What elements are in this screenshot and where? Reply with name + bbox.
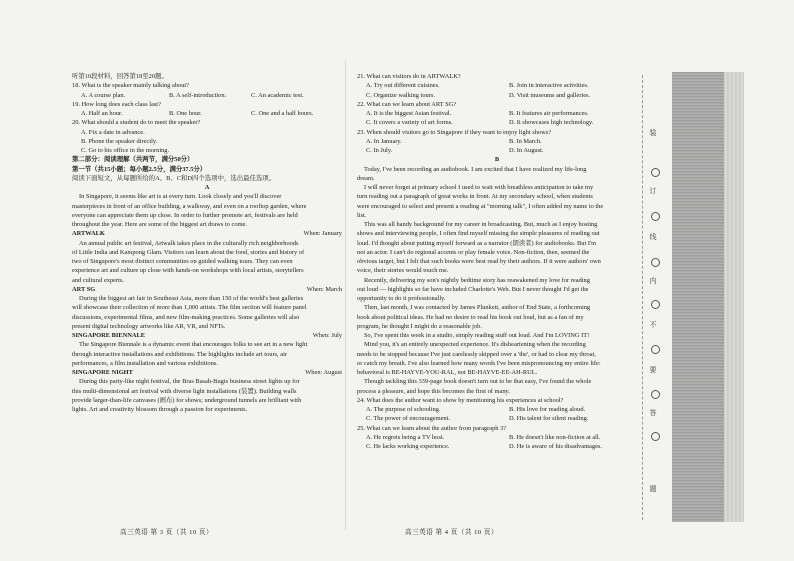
section1-instructions: 阅读下面短文，从每题所给的A、B、C和D四个选项中，选出最佳选项。 <box>72 174 276 182</box>
option-b: B. Phone the speaker directly. <box>81 137 158 145</box>
paragraph-line: were encouraged to select and present a reading at "morning talk", I often added my name to the <box>357 202 604 210</box>
left-page-footer: 高三英语 第 3 页（共 10 页） <box>120 529 214 536</box>
event-line: will showcase their collection of more than 1,000 artists. The film section will feature panel <box>72 304 307 312</box>
option-b: B. One hour. <box>169 110 202 117</box>
event-line: experience art and culture up close with hands-on workshops with local artists, storytellers <box>72 267 304 275</box>
question-22 <box>357 100 637 128</box>
option-c: C. In July. <box>366 147 393 154</box>
paragraph-line: book about political ideas. He had no desire to read his book out loud, but as a fan of my <box>357 313 584 321</box>
question-stem: 19. How long does each class last? <box>72 100 161 108</box>
passage-b <box>357 165 637 396</box>
binding-mark: 订 <box>649 187 657 195</box>
binding-mark: 题 <box>649 485 657 493</box>
paragraph-line: everyone can appreciate them up close. In order to further promote art, festivals are held <box>72 211 298 219</box>
right-page-footer: 高三英语 第 4 页（共 10 页） <box>405 529 499 536</box>
options-row <box>357 81 637 90</box>
event-line: An annual public art festival, Artwalk takes place in the culturally rich neighborhoods <box>79 239 299 247</box>
paragraph-line: dream. <box>357 174 375 182</box>
paragraph-line: Mind you, it's an entirely unexpected experience. It's disheartening when the recording <box>364 341 586 349</box>
options-row <box>357 137 637 146</box>
event-art-sg <box>72 285 342 331</box>
binding-hole <box>651 168 660 177</box>
binding-mark: 内 <box>649 277 657 285</box>
paragraph-line: list. <box>357 211 367 219</box>
question-stem: 21. What can visitors do in ARTWALK? <box>357 73 461 80</box>
binding-mark: 装 <box>649 129 657 137</box>
options-row <box>357 414 637 423</box>
paragraph-line: masterpieces in front of an office building, a walkway, and even on a rooftop garden, where <box>72 202 307 210</box>
option-d: D. Visit museums and galleries. <box>509 91 591 99</box>
paragraph-line: behavioral is BE-HAYVE-YOU-RAL, not BE-HAYVE-EE-AH-RUL. <box>357 369 538 376</box>
paragraph-line: Today, I've been recording an audiobook. I am excited that I have realized my life-long <box>364 165 587 173</box>
option-c: C. He lacks working experience. <box>366 443 450 450</box>
binding-hole <box>651 390 660 399</box>
scan-edge-margin <box>724 72 744 522</box>
option-c: C. An academic test. <box>251 91 304 99</box>
event-name: ARTWALK <box>72 230 105 238</box>
paragraph-line: or catch my breath. I've also learned how many words I've been mispronouncing my entire life: <box>357 359 601 367</box>
event-line: this multi-dimensional art festival with diverse light installations (装置). Building walls <box>72 387 297 395</box>
binding-mark: 答 <box>649 409 657 417</box>
event-artwalk <box>72 229 342 285</box>
event-when: When: July <box>312 332 342 339</box>
paragraph-line: voice, their stories would touch me. <box>357 267 449 275</box>
option-a: A. A course plan. <box>81 91 126 99</box>
left-page <box>72 72 342 414</box>
option-a: A. It is the biggest Asian festival. <box>366 110 452 117</box>
event-when: When: January <box>303 230 342 238</box>
option-d: D. In August. <box>509 147 544 154</box>
event-line: through interactive installations and exhibitions. The highlights include art tours, air <box>72 350 287 358</box>
page-fold <box>345 60 346 530</box>
option-b: B. A self-introduction. <box>169 91 227 99</box>
event-name: ART SG <box>72 285 96 293</box>
question-stem: 24. What does the author want to show by mentioning his experiences at school? <box>357 396 564 404</box>
event-line: of Little India and Kampong Glam. Visitors can learn about the food, stories and history of <box>72 248 305 256</box>
options-row <box>357 109 637 118</box>
event-line: discussions, experimental films, and new film-making practices. Some galleries will also <box>72 313 300 321</box>
binding-hole <box>651 212 660 221</box>
event-header <box>72 285 342 294</box>
binding-hole <box>651 258 660 267</box>
paragraph-line: shows and interviewing people, I often find myself missing the simple pleasures of reading out <box>357 230 600 238</box>
option-a: A. He regrets being a TV host. <box>366 433 445 441</box>
options-row <box>357 442 637 451</box>
question-stem: 18. What is the speaker mainly talking about? <box>72 82 190 90</box>
paragraph-line: Recently, delivering my son's nightly bedtime story has reawakened my love for reading <box>364 276 590 284</box>
question-stem: 22. What can we learn about ART SG? <box>357 100 457 108</box>
binding-hole <box>651 300 660 309</box>
part2-title: 第二部分：阅读理解（共两节，满分50分） <box>72 156 194 164</box>
option-c: C. Organize walking tours. <box>366 91 435 99</box>
option-c: C. The power of encouragement. <box>366 415 450 423</box>
option-d: D. He is aware of his disadvantages. <box>509 443 602 450</box>
event-when: When: August <box>305 369 342 376</box>
section1-title: 第一节（共15小题；每小题2.5分，满分37.5分） <box>72 165 207 173</box>
options-row <box>357 91 637 100</box>
question-stem: 23. When should visitors go to Singapore if they want to enjoy light shows? <box>357 128 552 136</box>
binding-mark: 要 <box>649 366 657 374</box>
question-stem: 25. What can we learn about the author from paragraph 3? <box>357 424 507 432</box>
option-b: B. His love for reading aloud. <box>509 406 586 413</box>
paragraph-line: Then, last month, I was contacted by James Plunkett, author of End State, a forthcoming <box>364 304 591 312</box>
paragraph-line: This was all handy background for my career in broadcasting. But, much as I enjoy hosting <box>364 221 598 228</box>
option-a: A. Try out different cuisines. <box>366 82 440 90</box>
options-row <box>357 146 637 155</box>
options-row <box>72 109 342 118</box>
binding-mark: 线 <box>649 233 657 241</box>
option-b: B. It features air performances. <box>509 110 589 117</box>
binding-hole <box>651 345 660 354</box>
question-18 <box>72 81 342 100</box>
binding-line <box>642 75 657 520</box>
question-25 <box>357 424 637 452</box>
event-line: and cultural experts. <box>72 276 124 284</box>
question-20 <box>72 118 342 155</box>
event-line: two of Singapore's most distinct communities on guided walking tours. They can even <box>72 258 293 265</box>
passage-a-intro <box>72 192 342 229</box>
option-a: A. Half an hour. <box>81 110 123 117</box>
paragraph-line: In Singapore, it seems like art is at every turn. Look closely and you'll discover <box>79 193 282 201</box>
event-line: lights. Art and creativity blossom through a passion for experiments. <box>72 406 248 413</box>
question-24 <box>357 396 637 424</box>
paragraph-line: throughout the year. Here are some of the biggest art draws to come. <box>72 221 247 228</box>
event-line: During the biggest art fair in Southeast Asia, more than 150 of the world's best galleries <box>79 295 304 302</box>
event-line: During this party-like night festival, the Bras Basah-Bugis business street lights up for <box>79 378 300 386</box>
event-line: performances, a film installation and various exhibitions. <box>72 359 218 367</box>
option-d: D. It showcases high technology. <box>509 119 594 127</box>
paragraph-line: loud. I'd thought about putting myself forward as a narrator (朗读者) for audiobooks. But I'm <box>357 239 597 247</box>
event-line: present digital technology artworks like AR, VR, and NFTs. <box>72 322 226 330</box>
option-c: C. It covers a variety of art forms. <box>366 119 453 127</box>
event-singapore-night <box>72 368 342 414</box>
option-b: B. In March. <box>509 137 542 145</box>
paragraph-line: Though tackling this 339-page book doesn't turn out to be that easy, I've found the whole <box>364 378 592 386</box>
option-c: C. Go to his office in the morning. <box>81 147 170 154</box>
event-header <box>72 331 342 340</box>
right-page <box>357 72 637 451</box>
scan-edge-shadow <box>672 72 724 522</box>
paragraph-line: obvious target, but I felt that such books were best read by their authors. If it were authors' own <box>357 258 601 265</box>
binding-mark: 不 <box>649 321 657 329</box>
option-a: A. Fix a date in advance. <box>81 128 145 136</box>
option-a: A. In January. <box>366 137 402 145</box>
listening-intro: 听第10段材料，回答第18至20题。 <box>72 73 168 80</box>
paragraph-line: needs to be stopped because I've just carelessly skipped over a 'the', or had to clear my throat, <box>357 350 596 358</box>
question-21 <box>357 72 637 100</box>
paragraph-line: So, I've spent this week in a studio, simply reading stuff out loud. And I'm LOVING IT! <box>364 332 590 339</box>
passage-a-label: A <box>204 184 210 191</box>
paragraph-line: out loud — highlights so far have included Charlotte's Web. But I never thought I'd get the <box>357 285 589 293</box>
option-a: A. The purpose of schooling. <box>366 406 441 413</box>
binding-hole <box>651 432 660 441</box>
event-line: The Singapore Biennale is a dynamic event that encourages folks to see art in a new light <box>79 341 308 349</box>
question-23 <box>357 128 637 156</box>
option-d: D. His talent for silent reading. <box>509 415 589 423</box>
event-singapore-biennale <box>72 331 342 368</box>
paragraph-line: not an actor. I can't do regional accents or play female voice. Non-fiction, then, seemed the <box>357 248 590 256</box>
options-row <box>357 433 637 442</box>
event-name: SINGAPORE BIENNALE <box>72 332 145 339</box>
options-row <box>357 405 637 414</box>
options-row <box>357 118 637 127</box>
paragraph-line: opportunity to do it professionally. <box>357 295 446 302</box>
option-c: C. One and a half hours. <box>251 110 314 117</box>
paragraph-line: program, he thought I might do a reasonable job. <box>357 322 482 330</box>
event-header <box>72 368 342 377</box>
event-name: SINGAPORE NIGHT <box>72 369 133 376</box>
event-header <box>72 229 342 238</box>
event-when: When: March <box>306 285 342 293</box>
option-b: B. Join in interactive activities. <box>509 82 589 90</box>
question-stem: 20. What should a student do to meet the speaker? <box>72 119 201 127</box>
paragraph-line: process a pleasure, and hope this becomes the first of many. <box>357 387 510 395</box>
options-row <box>72 91 342 100</box>
paragraph-line: turn reading out a paragraph of great works in front. At my secondary school, when students <box>357 193 593 201</box>
option-b: B. He doesn't like non-fiction at all. <box>509 433 601 441</box>
question-19 <box>72 100 342 119</box>
passage-b-label: B <box>494 156 500 164</box>
event-line: provide larger-than-life canvases (画布) for shows; underground tunnels are brilliant with <box>72 396 302 404</box>
paragraph-line: I will never forget at primary school I used to wait with breathless anticipation to take my <box>364 184 594 191</box>
